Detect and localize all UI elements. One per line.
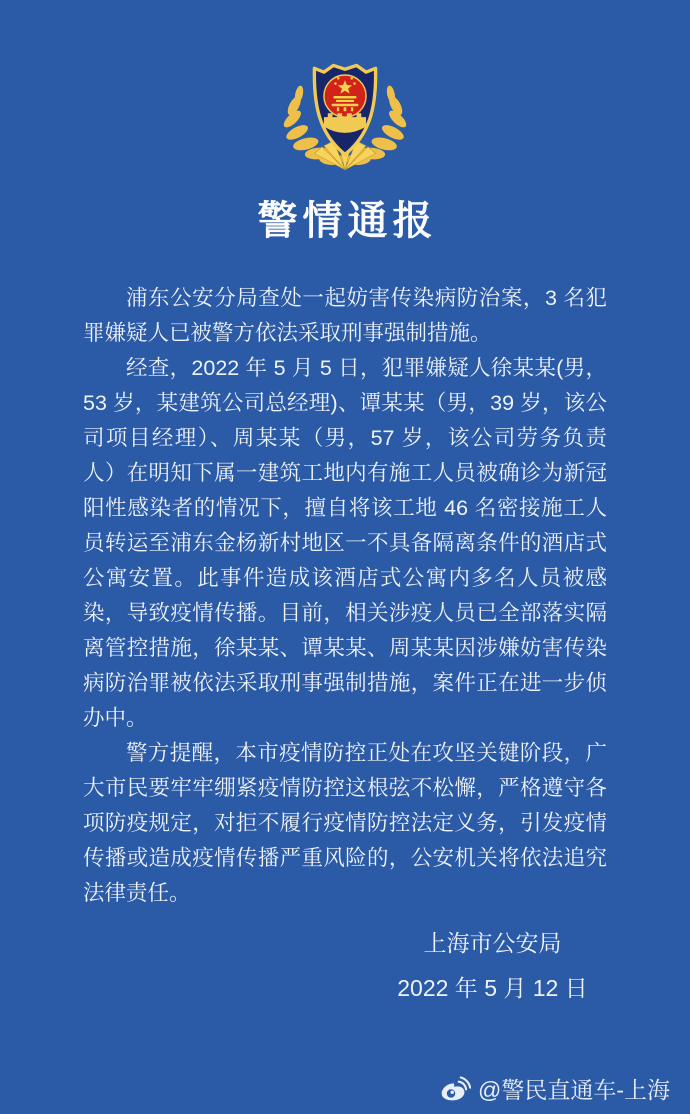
watermark-text: @警民直通车-上海 (477, 1077, 670, 1103)
signature-block (355, 921, 630, 1011)
notice-paragraph-3: 警方提醒，本市疫情防控正处在攻坚关键阶段，广大市民要牢牢绷紧疫情防控这根弦不松懈，严格遵守各项防疫规定，对拒不履行疫情防控法定义务，引发疫情传播或造成疫情传播严重风险的，公安机关将依法追究法律责任。 (83, 741, 607, 905)
weibo-icon (440, 1076, 471, 1102)
notice-body (83, 281, 607, 911)
police-badge-icon (278, 46, 412, 166)
signature-org: 上海市公安局 (423, 930, 562, 956)
notice-paragraph-1: 浦东公安分局查处一起妨害传染病防治案，3 名犯罪嫌疑人已被警方依法采取刑事强制措施。 (83, 286, 607, 345)
notice-paragraph-2: 经查，2022 年 5 月 5 日，犯罪嫌疑人徐某某(男，53 岁，某建筑公司总经理)、谭某某（男，39 岁，该公司项目经理）、周某某（男，57 岁，该公司劳务负责人）在明知下属一建筑工地内有施工人员被确诊为新冠阳性感染者的情况下，擅自将该工地 46 名密接施工人员转运至浦东金杨新村地区一不具备隔离条件的酒店式公寓安置。此事件造成该酒店式公寓内多名人员被感染，导致疫情传播。目前，相关涉疫人员已全部落实隔离管控措施，徐某某、谭某某、周某某因涉嫌妨害传染病防治罪被依法采取刑事强制措施，案件正在进一步侦办中。 (83, 356, 607, 730)
notice-title: 警情通报 (257, 199, 438, 243)
signature-date: 2022 年 5 月 12 日 (397, 975, 588, 1001)
watermark (440, 1072, 670, 1105)
